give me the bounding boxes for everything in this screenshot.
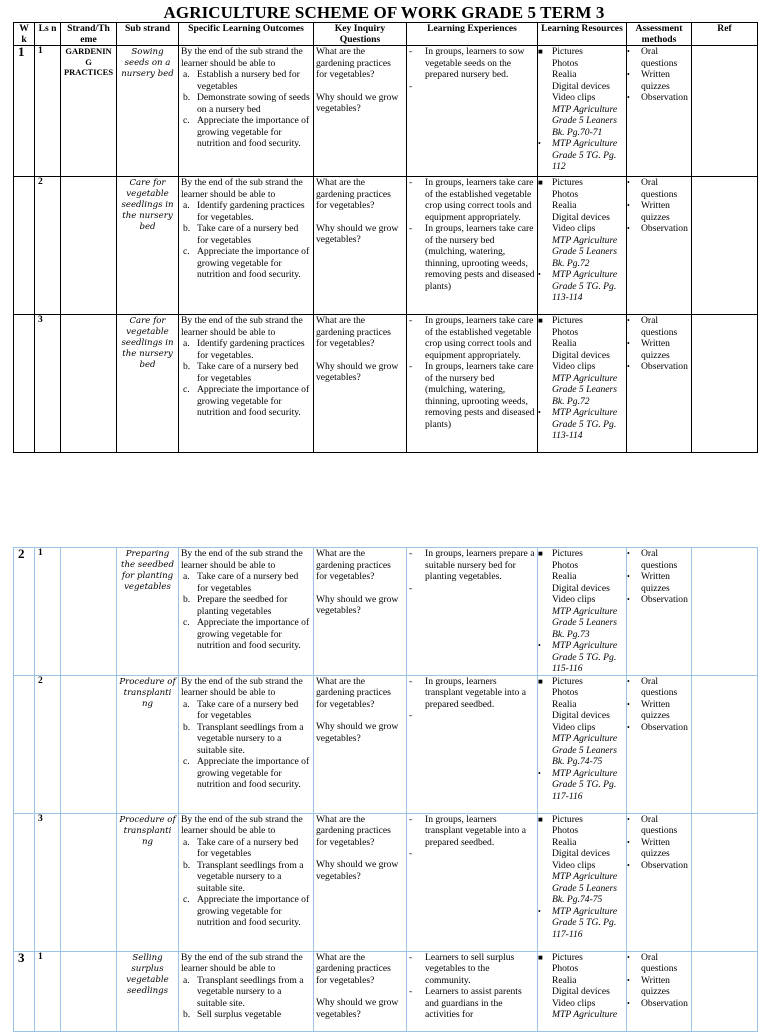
outcome-item: c. Appreciate the importance of growing vegetable for nutrition and food security. [183, 756, 310, 790]
substrand-cell: Procedure of transplanti ng [117, 675, 179, 813]
resource-item: Photos [552, 57, 579, 69]
lesson-cell: 3 [35, 315, 61, 453]
outcome-item: a. Identify gardening practices for vegetables. [183, 338, 305, 361]
resource-item: Realia [552, 69, 577, 80]
resource-teacher-guide: MTP Agriculture Grade 5 TG. Pg. 112 [552, 138, 618, 172]
outcomes-cell [179, 813, 314, 951]
inquiry-question: What are the gardening practices for vegetables? [316, 548, 391, 582]
inquiry-question: Why should we grow vegetables? [316, 360, 399, 383]
resource-item: Pictures [552, 548, 583, 559]
resource-teacher-guide: MTP Agriculture Grade 5 TG. Pg. 117-116 [552, 905, 618, 940]
assessment-methods: Oral questions Written quizzes Observation [641, 315, 688, 372]
inquiry-question: Why should we grow vegetables? [316, 997, 399, 1020]
experience-item: - [409, 80, 413, 92]
resource-item: Realia [552, 836, 577, 848]
assessment-methods: Oral questions Written quizzes Observation [641, 951, 688, 1009]
resource-learner-book: MTP Agriculture Grade 5 Leaners Bk. Pg.74-75 [552, 871, 618, 905]
outcome-item: c. Appreciate the importance of growing vegetable for nutrition and food security. [183, 384, 310, 418]
experience-item: - In groups, learners take care of the nursery bed (mulching, watering, thinning, uprooting weeds, removing pests and diseased plants) [409, 223, 535, 292]
table-row [14, 813, 758, 951]
strand-cell [61, 177, 117, 315]
outcomes-intro: By the end of the sub strand the learner should be able to [181, 177, 303, 200]
header-assessment: Assessment methods [627, 23, 692, 46]
resource-item: Video clips [552, 594, 596, 605]
strand-cell [61, 813, 117, 951]
resource-item: Digital devices [552, 80, 610, 92]
assessment-methods: Oral questions Written quizzes Observation [641, 813, 688, 871]
week-cell: 2 [14, 548, 35, 676]
week-cell [14, 675, 35, 813]
resource-item: Photos [552, 559, 579, 571]
resource-item: Realia [552, 338, 577, 349]
outcomes-list [181, 200, 311, 281]
week-cell: 3 [14, 951, 35, 1031]
resource-item: Pictures [552, 315, 583, 326]
header-wk: W k [14, 23, 35, 46]
experiences-cell [407, 548, 538, 676]
resource-item: Pictures [552, 813, 583, 825]
resource-learner-book: MTP Agriculture Grade 5 Leaners Bk. Pg.73 [552, 605, 618, 640]
resource-item: Photos [552, 687, 579, 698]
ref-cell [692, 177, 758, 315]
lesson-cell: 3 [35, 813, 61, 951]
inquiry-question: What are the gardening practices for vegetables? [316, 675, 391, 710]
inquiry-questions-cell [314, 675, 407, 813]
resource-item: Digital devices [552, 349, 610, 361]
strand-cell [61, 548, 117, 676]
resource-item: Photos [552, 825, 579, 836]
resource-item: Realia [552, 974, 577, 986]
inquiry-questions-cell [314, 951, 407, 1031]
experience-item: - Learners to assist parents and guardians in the activities for [409, 986, 522, 1020]
resource-teacher-guide: MTP Agriculture Grade 5 TG. Pg. 113-114 [552, 407, 618, 441]
resource-item: Pictures [552, 177, 583, 188]
experience-item: - In groups, learners to sow vegetable seeds on the prepared nursery bed. [409, 46, 525, 80]
resource-item: Video clips [552, 859, 596, 871]
substrand-cell: Preparing the seedbed for planting vegetables [117, 548, 179, 676]
outcome-item: a. Take care of a nursery bed for vegetables [183, 836, 299, 859]
page-title: AGRICULTURE SCHEME OF WORK GRADE 5 TERM 3 [163, 3, 605, 22]
resource-item: Digital devices [552, 848, 610, 859]
table-row [14, 951, 758, 1031]
inquiry-questions-cell [314, 177, 407, 315]
outcomes-intro: By the end of the sub strand the learner should be able to [181, 548, 303, 571]
outcome-item: a. Take care of a nursery bed for vegetables [183, 571, 299, 594]
substrand-cell: Care for vegetable seedlings in the nursery bed [117, 177, 179, 315]
assessment-cell: • • • Oral questions Written quizzes Observation [627, 813, 692, 951]
resource-item: Pictures [552, 951, 583, 963]
resource-item: Digital devices [552, 211, 610, 223]
resources-cell: ■ Pictures Photos Realia Digital devices Video clips MTP Agriculture Grade 5 Leaners Bk. Pg.70-71 • MTP Agriculture Grade 5 TG. Pg. 112 [538, 46, 627, 177]
experiences-cell [407, 46, 538, 177]
outcomes-intro: By the end of the sub strand the learner should be able to [181, 675, 303, 698]
resource-item: Digital devices [552, 986, 610, 997]
assessment-methods: Oral questions Written quizzes Observation [641, 177, 688, 234]
outcome-item: c. Appreciate the importance of growing vegetable for nutrition and food security. [183, 894, 310, 928]
assessment-methods: Oral questions Written quizzes Observation [641, 46, 688, 103]
inquiry-questions-cell [314, 813, 407, 951]
substrand-cell: Procedure of transplanti ng [117, 813, 179, 951]
table-row [14, 675, 758, 813]
resource-item: Video clips [552, 361, 596, 372]
substrand-cell: Care for vegetable seedlings in the nursery bed [117, 315, 179, 453]
resource-item: Realia [552, 571, 577, 582]
lesson-cell: 1 [35, 46, 61, 177]
inquiry-question: What are the gardening practices for vegetables? [316, 813, 391, 848]
resource-learner-book: MTP Agriculture [552, 1009, 618, 1020]
table-body-page-1 [14, 46, 758, 453]
resource-item: Photos [552, 963, 579, 974]
resources-cell: ■ Pictures Photos Realia Digital devices Video clips MTP Agriculture Grade 5 Leaners Bk. Pg.74-75 • MTP Agriculture Grade 5 TG. Pg. 117-116 [538, 675, 627, 813]
table-row [14, 46, 758, 177]
resource-item: Video clips [552, 223, 596, 234]
outcome-item: b. Transplant seedlings from a vegetable nursery to a suitable site. [183, 721, 304, 756]
header-experiences: Learning Experiences [407, 23, 538, 46]
resource-item: Photos [552, 188, 579, 200]
inquiry-question: Why should we grow vegetables? [316, 222, 399, 245]
experiences-cell [407, 813, 538, 951]
resource-item: Photos [552, 326, 579, 338]
resource-item: Realia [552, 698, 577, 710]
ref-cell [692, 548, 758, 676]
outcome-item: b. Sell surplus vegetable [183, 1009, 282, 1020]
resource-item: Digital devices [552, 710, 610, 721]
resource-item: Video clips [552, 997, 596, 1009]
resource-learner-book: MTP Agriculture Grade 5 Leaners Bk. Pg.72 [552, 372, 618, 407]
outcomes-cell [179, 951, 314, 1031]
resources-cell: ■ Pictures Photos Realia Digital devices Video clips MTP Agriculture Grade 5 Leaners Bk. Pg.72 • MTP Agriculture Grade 5 TG. Pg. 113-114 [538, 315, 627, 453]
header-outcomes: Specific Learning Outcomes [179, 23, 314, 46]
substrand-cell: Selling surplus vegetable seedlings [117, 951, 179, 1031]
assessment-methods: Oral questions Written quizzes Observation [641, 675, 688, 733]
week-cell [14, 177, 35, 315]
table-row [14, 177, 758, 315]
week-cell: 1 [14, 46, 35, 177]
experience-item: - [409, 848, 413, 859]
resource-learner-book: MTP Agriculture Grade 5 Leaners Bk. Pg.74-75 [552, 733, 618, 767]
outcome-item: a. Establish a nursery bed for vegetables [183, 69, 300, 92]
inquiry-questions-cell [314, 315, 407, 453]
outcome-item: b. Take care of a nursery bed for vegetables [183, 223, 299, 246]
outcome-item: a. Take care of a nursery bed for vegetables [183, 698, 299, 721]
resource-teacher-guide: MTP Agriculture Grade 5 TG. Pg. 113-114 [552, 269, 618, 303]
lesson-cell: 2 [35, 675, 61, 813]
table-row [14, 315, 758, 453]
header-strand: Strand/Th eme [61, 23, 117, 46]
lesson-cell: 1 [35, 548, 61, 676]
outcomes-intro: By the end of the sub strand the learner should be able to [181, 315, 303, 338]
outcome-item: c. Appreciate the importance of growing vegetable for nutrition and food security. [183, 617, 310, 651]
header-inquiry-questions: Key Inquiry Questions [314, 23, 407, 46]
resource-item: Realia [552, 200, 577, 211]
experience-item: - In groups, learners take care of the established vegetable crop using correct tools and equipment appropriately. [409, 315, 534, 361]
ref-cell [692, 315, 758, 453]
resource-item: Pictures [552, 675, 583, 687]
outcomes-cell [179, 315, 314, 453]
table-row [14, 548, 758, 676]
inquiry-question: Why should we grow vegetables? [316, 91, 399, 114]
ref-cell [692, 813, 758, 951]
resource-teacher-guide: MTP Agriculture Grade 5 TG. Pg. 115-116 [552, 640, 618, 674]
outcomes-cell [179, 177, 314, 315]
outcomes-intro: By the end of the sub strand the learner should be able to [181, 951, 303, 974]
header-lsn: Ls n [35, 23, 61, 46]
week-cell [14, 813, 35, 951]
scheme-table-page-1 [13, 22, 758, 453]
resource-item: Digital devices [552, 582, 610, 594]
substrand-cell: Sowing seeds on a nursery bed [117, 46, 179, 177]
table-header-row [14, 23, 758, 46]
ref-cell [692, 951, 758, 1031]
outcome-item: b. Transplant seedlings from a vegetable nursery to a suitable site. [183, 859, 304, 894]
lesson-cell: 1 [35, 951, 61, 1031]
inquiry-questions-cell [314, 46, 407, 177]
inquiry-question: Why should we grow vegetables? [316, 593, 399, 616]
header-resources: Learning Resources [538, 23, 627, 46]
assessment-cell: • • • Oral questions Written quizzes Observation [627, 177, 692, 315]
scheme-table-page-2 [13, 547, 758, 1032]
outcome-item: b. Prepare the seedbed for planting vegetables [183, 594, 288, 617]
inquiry-question: What are the gardening practices for vegetables? [316, 177, 391, 211]
outcomes-intro: By the end of the sub strand the learner should be able to [181, 813, 303, 836]
experience-item: - Learners to sell surplus vegetables to the community. [409, 951, 515, 986]
experience-item: - In groups, learners transplant vegetable into a prepared seedbed. [409, 675, 526, 710]
strand-cell [61, 951, 117, 1031]
lesson-cell: 2 [35, 177, 61, 315]
outcomes-cell [179, 46, 314, 177]
outcomes-cell [179, 675, 314, 813]
outcome-item: b. Take care of a nursery bed for vegetables [183, 361, 299, 384]
resources-cell: ■ Pictures Photos Realia Digital devices Video clips MTP Agriculture Grade 5 Leaners Bk. Pg.74-75 • MTP Agriculture Grade 5 TG. Pg. 117-116 [538, 813, 627, 951]
experiences-cell [407, 675, 538, 813]
outcome-item: c. Appreciate the importance of growing vegetable for nutrition and food security. [183, 246, 310, 280]
outcome-item: b. Demonstrate sowing of seeds on a nursery bed [183, 92, 310, 115]
strand-cell [61, 675, 117, 813]
strand-cell: GARDENIN G PRACTICES [61, 46, 117, 177]
experience-item: - [409, 710, 413, 721]
assessment-cell: • • • Oral questions Written quizzes Observation [627, 951, 692, 1031]
experiences-cell [407, 315, 538, 453]
resource-item: Video clips [552, 92, 596, 103]
inquiry-question: What are the gardening practices for vegetables? [316, 951, 391, 986]
resource-learner-book: MTP Agriculture Grade 5 Leaners Bk. Pg.72 [552, 234, 618, 269]
header-substrand: Sub strand [117, 23, 179, 46]
experience-item: - In groups, learners take care of the nursery bed (mulching, watering, thinning, uprooting weeds, removing pests and diseased plants) [409, 361, 535, 430]
experiences-cell [407, 951, 538, 1031]
week-cell [14, 315, 35, 453]
outcome-item: a. Identify gardening practices for vegetables. [183, 200, 305, 223]
outcomes-list [181, 699, 311, 791]
resources-cell: ■ Pictures Photos Realia Digital devices Video clips MTP Agriculture Grade 5 Leaners Bk. Pg.73 • MTP Agriculture Grade 5 TG. Pg. 115-116 [538, 548, 627, 676]
outcomes-list [181, 571, 311, 652]
inquiry-question: What are the gardening practices for vegetables? [316, 46, 391, 80]
assessment-cell: • • • Oral questions Written quizzes Observation [627, 548, 692, 676]
assessment-cell: • • • Oral questions Written quizzes Observation [627, 315, 692, 453]
experience-item: - In groups, learners prepare a suitable nursery bed for planting vegetables. [409, 548, 535, 582]
header-ref: Ref [692, 23, 758, 46]
resource-learner-book: MTP Agriculture Grade 5 Leaners Bk. Pg.70-71 [552, 103, 618, 138]
strand-cell [61, 315, 117, 453]
resources-cell: ■ Pictures Photos Realia Digital devices Video clips MTP Agriculture [538, 951, 627, 1031]
outcomes-list [181, 338, 311, 419]
ref-cell [692, 46, 758, 177]
ref-cell [692, 675, 758, 813]
assessment-cell: • • • Oral questions Written quizzes Observation [627, 675, 692, 813]
inquiry-question: Why should we grow vegetables? [316, 859, 399, 882]
outcome-item: a. Transplant seedlings from a vegetable nursery to a suitable site. [183, 974, 304, 1009]
inquiry-question: What are the gardening practices for vegetables? [316, 315, 391, 349]
resource-teacher-guide: MTP Agriculture Grade 5 TG. Pg. 117-116 [552, 767, 618, 802]
outcome-item: c. Appreciate the importance of growing vegetable for nutrition and food security. [183, 115, 310, 149]
outcomes-intro: By the end of the sub strand the learner should be able to [181, 46, 303, 69]
resource-item: Pictures [552, 46, 583, 57]
inquiry-question: Why should we grow vegetables? [316, 721, 399, 744]
inquiry-questions-cell [314, 548, 407, 676]
experiences-cell [407, 177, 538, 315]
assessment-methods: Oral questions Written quizzes Observation [641, 548, 688, 605]
experience-item: - [409, 582, 413, 594]
outcomes-cell [179, 548, 314, 676]
assessment-cell: • • • Oral questions Written quizzes Observation [627, 46, 692, 177]
experience-item: - In groups, learners take care of the established vegetable crop using correct tools and equipment appropriately. [409, 177, 534, 223]
experience-item: - In groups, learners transplant vegetable into a prepared seedbed. [409, 813, 526, 848]
resources-cell: ■ Pictures Photos Realia Digital devices Video clips MTP Agriculture Grade 5 Leaners Bk. Pg.72 • MTP Agriculture Grade 5 TG. Pg. 113-114 [538, 177, 627, 315]
outcomes-list [181, 975, 311, 1021]
table-body-page-2 [14, 548, 758, 1032]
outcomes-list [181, 837, 311, 929]
resource-item: Video clips [552, 721, 596, 733]
outcomes-list [181, 69, 311, 150]
